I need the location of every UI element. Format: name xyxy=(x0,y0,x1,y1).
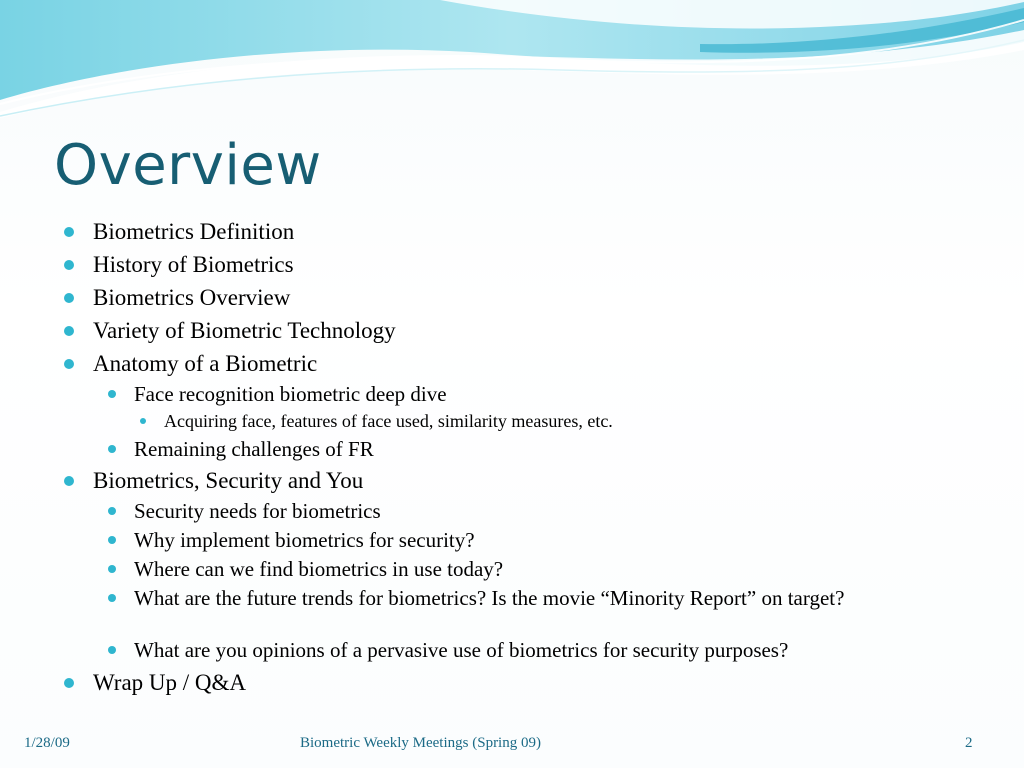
bullet-text: Wrap Up / Q&A xyxy=(93,670,247,695)
bullet-item xyxy=(93,218,294,246)
sub-bullet-item xyxy=(134,638,788,662)
bullet-text: Remaining challenges of FR xyxy=(134,437,374,461)
sub-bullet-icon xyxy=(108,390,116,398)
bullet-item xyxy=(93,251,294,279)
bullet-icon xyxy=(64,260,74,270)
sub-bullet-item xyxy=(134,382,447,406)
footer-date: 1/28/09 xyxy=(24,735,70,751)
bullet-item xyxy=(93,350,317,378)
footer-title: Biometric Weekly Meetings (Spring 09) xyxy=(300,735,541,751)
bullet-icon xyxy=(64,293,74,303)
sub-bullet-item xyxy=(134,437,374,461)
sub-bullet-item xyxy=(134,557,503,581)
bullet-text: Variety of Biometric Technology xyxy=(93,318,396,343)
bullet-item xyxy=(93,467,363,495)
bullet-text: Acquiring face, features of face used, similarity measures, etc. xyxy=(164,411,613,431)
bullet-item xyxy=(93,284,290,312)
bullet-text: Biometrics Definition xyxy=(93,219,295,244)
slide-title: Overview xyxy=(54,133,322,198)
bullet-text: Face recognition biometric deep dive xyxy=(134,382,447,406)
bullet-icon xyxy=(64,476,74,486)
sub-bullet-item xyxy=(134,528,475,552)
sub-bullet-icon xyxy=(108,536,116,544)
sub-sub-bullet-item xyxy=(164,410,613,432)
bullet-icon xyxy=(64,227,74,237)
bullet-text: Security needs for biometrics xyxy=(134,499,381,523)
bullet-text: History of Biometrics xyxy=(93,252,294,277)
sub-bullet-icon xyxy=(108,646,116,654)
sub-bullet-icon xyxy=(108,445,116,453)
sub-sub-bullet-icon xyxy=(140,418,146,424)
sub-bullet-item xyxy=(134,499,381,523)
bullet-text: Biometrics, Security and You xyxy=(93,468,364,493)
page-number: 2 xyxy=(965,735,973,751)
bullet-text: Biometrics Overview xyxy=(93,285,291,310)
bullet-icon xyxy=(64,359,74,369)
bullet-text: Anatomy of a Biometric xyxy=(93,351,318,376)
bullet-text: What are you opinions of a pervasive use of biometrics for security purposes? xyxy=(134,638,789,662)
sub-bullet-item xyxy=(134,586,954,610)
bullet-text: Why implement biometrics for security? xyxy=(134,528,475,552)
bullet-icon xyxy=(64,678,74,688)
sub-bullet-icon xyxy=(108,594,116,602)
sub-bullet-icon xyxy=(108,507,116,515)
bullet-text: What are the future trends for biometrics? Is the movie “Minority Report” on target? xyxy=(134,586,845,610)
bullet-icon xyxy=(64,326,74,336)
bullet-item xyxy=(93,669,246,697)
bullet-text: Where can we find biometrics in use today? xyxy=(134,557,504,581)
bullet-item xyxy=(93,317,396,345)
sub-bullet-icon xyxy=(108,565,116,573)
